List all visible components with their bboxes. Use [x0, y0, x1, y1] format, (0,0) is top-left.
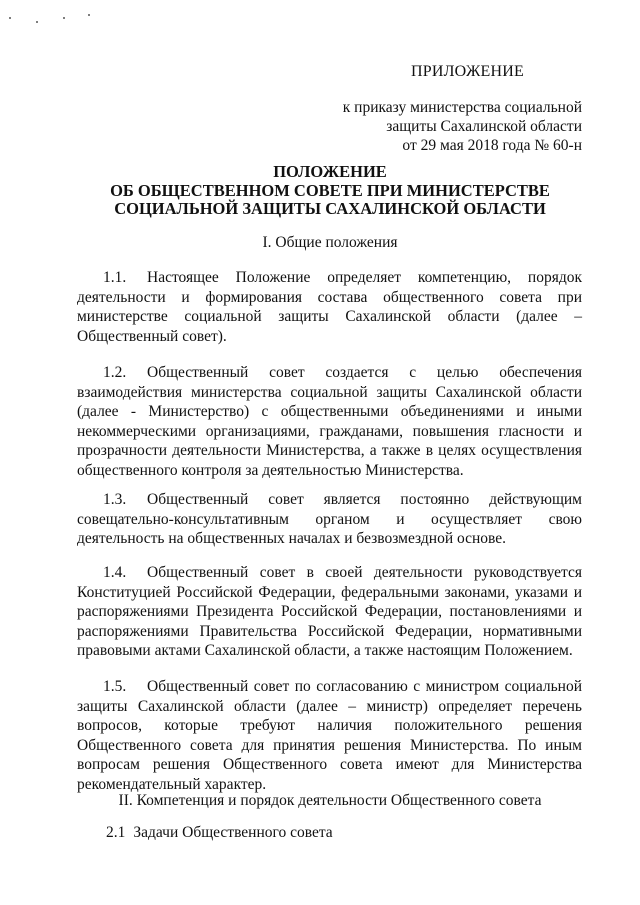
paragraph-1-1 [77, 268, 582, 346]
scan-speck [88, 14, 90, 16]
paragraph-text: Настоящее Положение определяет компетенцию, порядок деятельности и формирования состава общественного совета при министерстве социальной защиты Сахалинской области (далее – Общественный совет). [77, 269, 582, 345]
scan-speck [36, 21, 38, 23]
appendix-label: ПРИЛОЖЕНИЕ [410, 63, 524, 80]
appendix-reference [282, 98, 582, 155]
appendix-reference-line: от 29 мая 2018 года № 60-н [402, 137, 582, 154]
paragraph-number: 1.1. [103, 269, 127, 286]
paragraph-number: 1.3. [103, 491, 127, 508]
paragraph-1-3 [77, 490, 582, 549]
paragraph-text: Общественный совет является постоянно действующим совещательно-консультативным органом и осуществляет свою деятельность на общественных началах и безвозмездной основе. [77, 491, 582, 547]
appendix-reference-line: защиты Сахалинской области [386, 118, 582, 135]
document-title [60, 163, 600, 219]
section-heading-general: I. Общие положения [262, 234, 398, 251]
document-title-line: ПОЛОЖЕНИЕ [273, 162, 387, 181]
scan-speck [9, 17, 11, 19]
paragraph-number: 1.4. [103, 564, 127, 581]
paragraph-number: 1.2. [103, 364, 127, 381]
document-title-line: ОБ ОБЩЕСТВЕННОМ СОВЕТЕ ПРИ МИНИСТЕРСТВЕ [110, 180, 550, 200]
paragraph-text: Общественный совет в своей деятельности руководствуется Конституцией Российской Федерации, федеральными законами, указами и распоряжениями Президента Российской Федерации, постановлениями и распоряжениями Правительства Российской Федерации, нормативными правовыми актами Сахалинской области, а также настоящим Положением. [77, 564, 582, 659]
paragraph-text: Общественный совет создается с целью обеспечения взаимодействия министерства социальной защиты Сахалинской области (далее - Министерство) с общественными объединениями и иными некоммерческими организациями, гражданами, повышения гласности и прозрачности деятельности Министерства, а также в целях осуществления общественного контроля за деятельностью Министерства. [77, 364, 582, 479]
subsection-number: 2.1 [106, 824, 126, 841]
paragraph-1-5 [77, 677, 582, 794]
section-heading-competence: II. Компетенция и порядок деятельности Общественного совета [118, 792, 542, 809]
document-title-line: СОЦИАЛЬНОЙ ЗАЩИТЫ САХАЛИНСКОЙ ОБЛАСТИ [114, 199, 546, 218]
subsection-title: Задачи Общественного совета [133, 824, 333, 841]
paragraph-1-4 [77, 563, 582, 661]
paragraph-number: 1.5. [103, 678, 127, 695]
scan-speck [63, 17, 65, 19]
paragraph-1-2 [77, 363, 582, 480]
appendix-reference-line: к приказу министерства социальной [342, 99, 582, 116]
paragraph-text: Общественный совет по согласованию с министром социальной защиты Сахалинской области (далее – министр) определяет перечень вопросов, которые требуют наличия положительного решения Общественного совета для принятия решения Министерства. По иным вопросам решения Общественного совета имеют для Министерства рекомендательный характер. [77, 678, 582, 793]
subsection-heading-tasks [106, 824, 333, 842]
